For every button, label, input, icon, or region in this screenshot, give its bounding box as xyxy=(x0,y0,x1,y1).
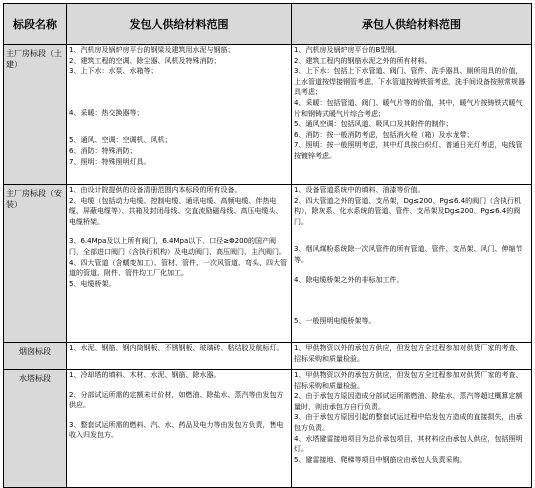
list-item: 5、通风空调：包括风道、吸风口及其附件的制作； xyxy=(294,120,453,129)
list-item: 6、消防：按一般消防考虑，包括消火栓（箱）及水龙带； xyxy=(294,130,474,139)
list-item: 1、冷却塔的填料、木材、水泥、钢筋、除水器。 xyxy=(69,371,221,379)
list-item: 1、水泥、钢筋、钢内筒钢板、不锈钢板、玻璃砖、粘结胶及航标灯。 xyxy=(69,344,284,352)
list-item: 4、水塔避雷接地项目为总价承包项目，其材料应由承包人供应，包括照明灯。 xyxy=(294,434,523,454)
list-item: 1、设备管道系统中的填料、油漆等价值。 xyxy=(294,186,425,194)
list-item: 3、烟风煤粉系统除一次风管件的所有管道、管件、支吊架、风门、伸缩节等。 xyxy=(294,245,523,264)
header-section-name: 标段名称 xyxy=(4,4,67,45)
header-row xyxy=(4,4,532,45)
section-name: 主厂房标段（安装） xyxy=(4,185,67,343)
list-item: 5、避雷接地、爬梯等项目中钢筋应由承包人负责采购。 xyxy=(294,455,467,464)
list-item: 2、由于承包方原因造成分部试运所需燃油、除盐水、蒸汽等超过概算定额量时，则由承包方自行负责。 xyxy=(294,392,523,411)
list-item: 3、上下水：水泵、水箱等； xyxy=(69,67,158,76)
header-owner-supply: 发包人供给材料范围 xyxy=(67,4,292,45)
list-item: 1、由设计院提供的设备清册范围内本标段的所有设备。 xyxy=(69,186,242,194)
table-row xyxy=(4,343,532,370)
list-item: 2、建筑工程的空调、除尘器、风机及特殊消防； xyxy=(69,56,221,65)
contractor-supply-cell xyxy=(292,370,532,488)
owner-supply-cell xyxy=(67,185,292,343)
list-item: 1、甲供物资以外的承包方供应，但发包方全过程参加对供货厂家的考查、招标采购和质量检验。 xyxy=(294,371,523,390)
table-row xyxy=(4,45,532,185)
list-item: 1、汽机房及锅炉房平台的钢梁及建筑用水泥与钢筋； xyxy=(69,46,235,54)
table-row xyxy=(4,370,532,488)
list-item: 4、四大管道（含蠕变加工）、管材、管件、一次风管道、弯头、四大管道的管道、附件、管件均工厂化加工。 xyxy=(69,258,287,278)
list-item: 7、照明：按一般照明考虑，其中灯具按白炽灯、普通日光灯考虑，电线管按镀锌考虑。 xyxy=(294,141,523,160)
list-item: 5、一般照明电缆桥架等。 xyxy=(294,317,376,326)
list-item: 6、消防：特殊消防； xyxy=(69,146,137,155)
list-item: 4、采暖：包括管道、阀门、暖气片等的价值，其中，暖气片按铸铁式暖气片和钢铸式暖气片综合考虑； xyxy=(294,98,523,118)
owner-supply-cell xyxy=(67,370,292,488)
contractor-supply-cell xyxy=(292,343,532,370)
list-item: 3、整套试运所需的燃料、汽、水、药品及电力等由发包方负责，售电收入归发包方。 xyxy=(69,420,284,440)
list-item: 1、甲供物资以外的承包方供应，但发包方全过程参加对供货厂家的考查、招标采购和质量检验。 xyxy=(294,344,523,363)
contractor-supply-cell xyxy=(292,45,532,185)
section-name: 水塔标段 xyxy=(4,370,67,488)
header-contractor-supply: 承包人供给材料范围 xyxy=(292,4,532,45)
list-item: 4、除电缆桥架之外的非标加工件。 xyxy=(294,275,404,284)
list-item: 2、建筑工程内的钢筋水泥之外的所有材料。 xyxy=(294,56,432,65)
list-item: 7、照明：特殊照明灯具。 xyxy=(69,157,151,166)
owner-supply-cell xyxy=(67,343,292,370)
list-item: 4、采暖：热交换器等； xyxy=(69,108,144,117)
material-scope-table xyxy=(3,3,532,488)
list-item: 5、通风、空调：空调机、风机； xyxy=(69,136,172,145)
contractor-supply-cell xyxy=(292,185,532,343)
section-name: 烟囱标段 xyxy=(4,343,67,370)
list-item: 2、分部试运所需的定额未计价材，如燃油、除盐水、蒸汽等由发包方供应。 xyxy=(69,390,284,410)
list-item: 3、上下水：包括上下水管道、阀门、管件、洗手器具、厕所用具的价值，上水管道按焊接钢管考虑，下水管道按铸铁管考虑，洗手间设备按照常规器具考虑； xyxy=(294,67,525,97)
section-name: 主厂房标段（土建） xyxy=(4,45,67,185)
list-item: 5、电缆桥架。 xyxy=(69,279,116,288)
list-item: 3、6.4Mpa及以上所有阀门，6.4Mpa以下、口径≥Φ200的国产阀门，全部进口阀门（含执行机构）及电动阀门、高压阀门、主汽阀门。 xyxy=(69,237,286,256)
list-item: 3、由于承包方原因引起的整套试运过程中给发包方造成的直接损失，由承包方负责。 xyxy=(294,413,523,432)
list-item: 1、汽机房及锅炉房平台的B型钢。 xyxy=(294,46,402,54)
list-item: 2、电缆（包括动力电缆、控制电缆、通讯电缆、高频电缆、伴热电缆、屏蔽电缆等）、共箱及封闭母线、交直流励磁母线、高压电缆头、电缆桥架。 xyxy=(69,196,283,226)
list-item: 2、四大管道之外的管道、支吊架，Dg≤200、Pg≤6.4的阀门（含执行机构），除灰系、化水系统的管道、管件、支吊架及Dg≤200、Pg≤6.4的阀门。 xyxy=(294,196,522,226)
owner-supply-cell xyxy=(67,45,292,185)
table-row xyxy=(4,185,532,343)
